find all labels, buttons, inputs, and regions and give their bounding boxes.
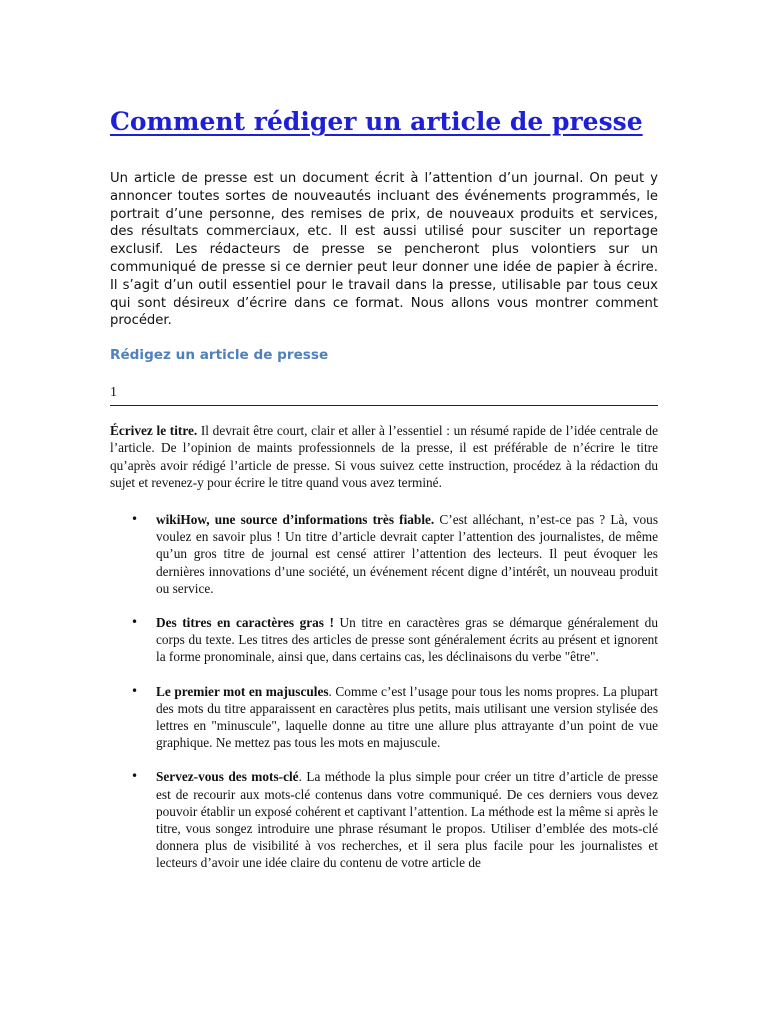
page-title: Comment rédiger un article de presse: [110, 107, 643, 136]
tip-lead: wikiHow, une source d’informations très fiable.: [156, 511, 435, 527]
step-text: Il devrait être court, clair et aller à l’essentiel : un résumé rapide de l’idée centrale de l’article. De l’opinion de maints professionnels de la presse, il est préférable de n’écrire le titre qu’après avoir rédigé l’article de presse. Si vous suivez cette instruction, procédez à la rédaction du sujet et revenez-y pour écrire le titre quand vous avez terminé.: [110, 423, 658, 490]
list-item: [110, 683, 658, 752]
tip-text: C’est alléchant, n’est-ce pas ? Là, vous voulez en savoir plus ! Un titre d’article devrait capter l’attention des journalistes, de même qu’un gros titre de journal est censé attirer l’attention des lecteurs. Il peut évoquer les dernières innovations d’une société, un événement récent digne d’intérêt, un nouveau produit ou service.: [156, 511, 658, 596]
bullet-icon: •: [131, 769, 139, 784]
tips-list: [110, 511, 658, 872]
list-item: [110, 614, 658, 666]
document-page: [110, 104, 658, 872]
bullet-icon: •: [131, 615, 139, 629]
section-heading: Rédigez un article de presse: [110, 347, 329, 364]
tip-text: . La méthode la plus simple pour créer un titre d’article de presse est de recourir aux mots-clé contenus dans votre communiqué. De ces derniers vous devez pouvoir établir un exposé cohérent et captivant l’attention. La méthode est la même si après le titre, vous songez introduire une phrase résumant le propos. Utiliser d’emblée des mots-clé donnera plus de visibilité à vos recherches, et il sera plus facile pour les journalistes et lecteurs d’avoir une idée claire du contenu de votre article de: [156, 769, 658, 871]
bullet-icon: •: [131, 511, 139, 526]
tip-text: . Comme c’est l’usage pour tous les noms propres. La plupart des mots du titre apparaissent en caractères plus petits, mais utilisant une version stylisée des lettres en "minuscule", laquelle donne au titre une allure plus attrayante d’un point de vue graphique. Ne mettez pas tous les mots en majuscule.: [156, 683, 658, 751]
tip-text: Un titre en caractères gras se démarque généralement du corps du texte. Les titres des articles de presse sont généralement écrits au présent et ignorent la forme pronominale, ainsi que, dans certains cas, les déclinaisons du verbe "être".: [156, 615, 658, 665]
intro-paragraph: Un article de presse est un document écrit à l’attention d’un journal. On peut y annoncer toutes sortes de nouveautés incluant des événements programmés, le portrait d’une personne, des remises de prix, de nouveaux produits et services, des résultats commerciaux, etc. Il est aussi utilisé pour susciter un reportage exclusif. Les rédacteurs de presse se pencheront plus volontiers sur un communiqué de presse si ce dernier peut leur donner une idée de papier à écrire. Il s’agit d’un outil essentiel pour le travail dans la presse, utilisable par tous ceux qui sont désireux d’écrire dans ce format. Nous allons vous montrer comment procéder.: [110, 171, 658, 329]
list-item: [110, 511, 658, 597]
tip-lead: Des titres en caractères gras !: [156, 615, 334, 630]
step-number: 1: [110, 385, 658, 406]
bullet-icon: •: [131, 683, 139, 698]
step-paragraph: [110, 422, 658, 491]
tip-lead: Servez-vous des mots-clé: [156, 769, 299, 785]
step-lead: Écrivez le titre.: [110, 423, 198, 439]
list-item: [110, 768, 658, 871]
tip-lead: Le premier mot en majuscules: [156, 683, 329, 699]
